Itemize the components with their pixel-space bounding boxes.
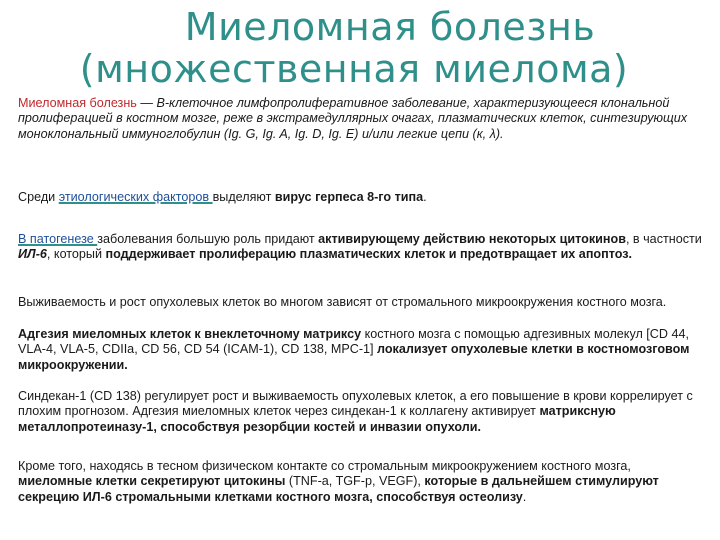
survival-paragraph: Выживаемость и рост опухолевых клеток во многом зависят от стромального микроокружения костного мозга. <box>18 295 667 309</box>
etiology-text-pre: Среди <box>18 190 59 204</box>
title-line-1: Миеломная болезнь <box>184 5 596 49</box>
syndecan-text: Синдекан-1 (CD 138) регулирует рост и выживаемость опухолевых клеток, а его повышение в крови коррелирует с плохим прогнозом. Адгезия миеломных клеток через синдекан-1 к коллагену активирует <box>18 389 693 419</box>
etiology-paragraph <box>18 190 708 205</box>
definition-term: Миеломная болезнь <box>18 96 137 110</box>
pathogenesis-bold-2: ИЛ-6 <box>18 247 47 262</box>
adhesion-text: костного мозга с помощью адгезивных молекул [CD 44, VLA-4, VLA-5, CDIIa, CD 56, CD 54 (ICAM-1), CD 138, MPC-1] <box>18 327 690 357</box>
adhesion-bold-2: локализует опухолевые клетки в костномозговом микроокружении. <box>18 342 690 372</box>
pathogenesis-text-c: , в частности <box>625 232 702 246</box>
etiology-text-mid: выделяют <box>212 190 275 204</box>
adhesion-paragraph <box>18 327 708 373</box>
syndecan-bold: матриксную металлопротеиназу-1, способствуя резорбции костей и инвазии опухоли. <box>18 404 616 434</box>
pathogenesis-text-d: , который <box>46 247 106 262</box>
pathogenesis-paragraph <box>18 232 708 263</box>
pathogenesis-link[interactable]: В патогенезе <box>18 232 98 246</box>
contact-text-a: Кроме того, находясь в тесном физическом контакте со стромальным микроокружением костного мозга, <box>18 459 631 473</box>
etiology-link[interactable]: этиологических факторов <box>58 190 213 204</box>
etiology-end: . <box>423 190 427 204</box>
title-line-2: (множественная миелома) <box>79 47 629 91</box>
contact-end: . <box>522 489 527 504</box>
adhesion-bold-1: Адгезия миеломных клеток к внеклеточному матриксу <box>18 327 365 341</box>
contact-bold-1: миеломные клетки секретируют цитокины <box>18 474 286 489</box>
syndecan-paragraph <box>18 389 708 435</box>
contact-paragraph <box>18 459 708 505</box>
contact-text-b: (TNF-a, TGF-p, VEGF), <box>285 474 425 489</box>
pathogenesis-bold-1: активирующему действию некоторых цитокинов <box>318 232 626 246</box>
definition-text: В-клеточное лимфопролиферативное заболевание, характеризующееся клональной пролиферацией в костном мозге, реже в экстрамедуллярных очагах, плазматических клеток, синтезирующих моноклональный иммуноглобулин (Ig. G, Ig. A, Ig. D, Ig. E) и/или легкие цепи (к, λ). <box>18 96 687 141</box>
definition-dash: — <box>136 96 157 110</box>
definition-paragraph <box>18 96 708 142</box>
pathogenesis-text-a: заболевания большую роль придают <box>97 232 319 246</box>
pathogenesis-bold-3: поддерживает пролиферацию плазматических клеток и предотвращает их апоптоз. <box>105 247 633 262</box>
etiology-bold: вирус герпеса 8-го типа <box>274 190 424 204</box>
contact-bold-2: которые в дальнейшем стимулируют секрецию ИЛ-6 стромальными клетками костного мозга, способствуя остеолизу <box>18 474 659 504</box>
